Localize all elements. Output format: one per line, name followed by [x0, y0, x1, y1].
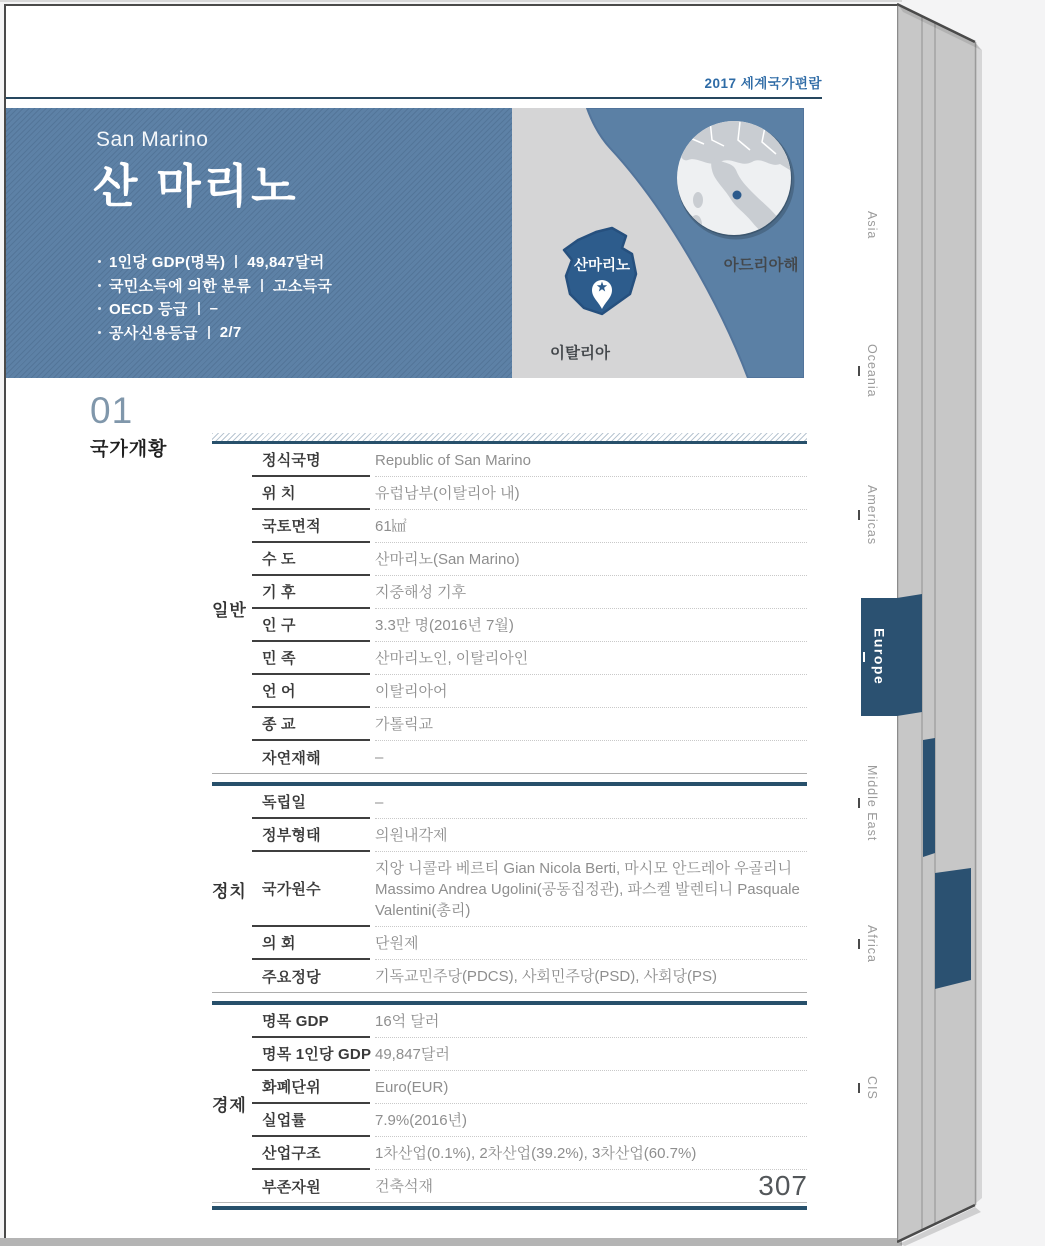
- fact-divider-icon: [261, 279, 263, 292]
- row-label: 명목 GDP: [252, 1005, 370, 1038]
- map-sea-label: 아드리아해: [723, 257, 799, 274]
- table-row: [252, 675, 807, 708]
- edge-tab-mark: [897, 594, 922, 716]
- row-value: 단원제: [375, 927, 807, 960]
- tab-tick-icon: [858, 1083, 860, 1093]
- group-category: 경제: [212, 1096, 247, 1115]
- row-label: 기 후: [252, 576, 370, 609]
- fact-value: 49,847달러: [247, 254, 325, 272]
- row-label: 위 치: [252, 477, 370, 510]
- fact-value: –: [209, 300, 219, 318]
- page-stack-edge: [897, 0, 989, 1246]
- inset-san-marino-dot: [733, 191, 742, 200]
- table-row: [252, 786, 807, 819]
- fact-label: 공사신용등급: [109, 324, 198, 342]
- tab-tick-icon: [858, 939, 860, 949]
- table-row: [252, 1038, 807, 1071]
- row-value: 건축석재: [375, 1178, 433, 1195]
- table-row: [252, 1104, 807, 1137]
- row-label: 독립일: [252, 786, 370, 819]
- fact-divider-icon: [208, 326, 210, 339]
- row-label: 정식국명: [252, 444, 370, 477]
- tab-tick-icon: [858, 366, 860, 376]
- country-name-ko: 산 마리노: [93, 160, 299, 212]
- key-fact-row: [98, 297, 332, 321]
- page-number: 307: [758, 1170, 808, 1201]
- fact-divider-icon: [198, 302, 200, 315]
- table-group-general: [212, 444, 807, 773]
- table-row: [252, 741, 807, 773]
- fact-value: 2/7: [219, 323, 242, 341]
- row-value: –: [375, 749, 384, 766]
- map-country-label: 산마리노: [573, 258, 631, 274]
- table-row: [252, 852, 807, 927]
- key-fact-row: [98, 321, 332, 345]
- running-head-rule: [6, 97, 822, 99]
- row-value: 의원내각제: [375, 819, 807, 852]
- row-label: 수 도: [252, 543, 370, 576]
- tab-tick-icon: [863, 652, 865, 662]
- table-row: [252, 477, 807, 510]
- table-row: [252, 1005, 807, 1038]
- tab-africa[interactable]: [858, 925, 879, 963]
- row-value: 산마리노인, 이탈리아인: [375, 642, 807, 675]
- row-value: 1차산업(0.1%), 2차산업(39.2%), 3차산업(60.7%): [375, 1137, 807, 1170]
- row-value: 7.9%(2016년): [375, 1104, 807, 1137]
- table-hatch-band: [212, 433, 807, 444]
- table-row: [252, 510, 807, 543]
- row-label: 국토면적: [252, 510, 370, 543]
- key-fact-row: [98, 250, 332, 274]
- tab-label: Americas: [865, 485, 879, 546]
- tab-oceania[interactable]: [858, 344, 879, 398]
- book-page: [4, 4, 897, 1238]
- row-value: 산마리노(San Marino): [375, 543, 807, 576]
- tab-label: Oceania: [865, 344, 879, 398]
- row-value: 유럽남부(이탈리아 내): [375, 477, 807, 510]
- bullet-dot-icon: [98, 260, 101, 263]
- table-row: [252, 927, 807, 960]
- row-label: 산업구조: [252, 1137, 370, 1170]
- country-banner: [6, 108, 512, 378]
- background-hairline: [0, 0, 902, 2]
- tab-label: Europe: [871, 628, 888, 686]
- map-neighbor-label: 이탈리아: [550, 345, 610, 362]
- row-label: 종 교: [252, 708, 370, 741]
- row-value: 기독교민주당(PDCS), 사회민주당(PSD), 사회당(PS): [375, 968, 718, 985]
- row-label: 민 족: [252, 642, 370, 675]
- overview-table: [212, 433, 807, 1210]
- locator-map: [512, 108, 804, 378]
- table-row: [252, 1071, 807, 1104]
- running-head: 2017 세계국가편람: [704, 76, 822, 91]
- row-value: 지앙 니콜라 베르티 Gian Nicola Berti, 마시모 안드레아 우골리니 Massimo Andrea Ugolini(공동집정관), 파스켈 발렌티니 Pasquale Valentini(총리): [375, 852, 807, 927]
- table-row: [252, 609, 807, 642]
- row-label: 자연재해: [262, 749, 321, 767]
- row-label: 명목 1인당 GDP: [252, 1038, 370, 1071]
- tab-middle-east[interactable]: [858, 765, 879, 841]
- key-fact-row: [98, 274, 332, 298]
- section-number: 01: [90, 390, 134, 431]
- row-value: –: [375, 786, 807, 819]
- group-category: 정치: [212, 881, 247, 901]
- tab-tick-icon: [858, 510, 860, 520]
- edge-tab-mark: [923, 738, 935, 857]
- row-value: 16억 달러: [375, 1005, 807, 1038]
- table-group-divider: [212, 773, 807, 786]
- tab-label: Middle East: [865, 765, 879, 842]
- table-bottom-rule: [212, 1202, 807, 1210]
- row-label: 부존자원: [262, 1178, 321, 1196]
- tab-label: Asia: [865, 211, 879, 240]
- row-label: 정부형태: [252, 819, 370, 852]
- row-value: Republic of San Marino: [375, 444, 807, 477]
- row-label: 언 어: [252, 675, 370, 708]
- row-label: 화폐단위: [252, 1071, 370, 1104]
- row-label: 인 구: [252, 609, 370, 642]
- table-group-divider: [212, 992, 807, 1005]
- tab-cis[interactable]: [858, 1076, 879, 1100]
- section-title: 국가개황: [90, 439, 168, 460]
- table-row: [252, 819, 807, 852]
- bullet-dot-icon: [98, 331, 101, 334]
- table-row: [252, 708, 807, 741]
- table-row: [252, 576, 807, 609]
- fact-label: 국민소득에 의한 분류: [109, 277, 252, 295]
- table-row: [252, 642, 807, 675]
- row-label: 의 회: [252, 927, 370, 960]
- fact-label: OECD 등급: [109, 301, 188, 319]
- row-value: 이탈리아어: [375, 675, 807, 708]
- row-value: 3.3만 명(2016년 7월): [375, 609, 807, 642]
- tab-label: Africa: [865, 925, 879, 963]
- row-value: 49,847달러: [375, 1038, 807, 1071]
- row-value: 61㎢: [375, 510, 807, 543]
- tab-europe[interactable]: [861, 598, 898, 716]
- book-bottom-edge: [0, 1238, 902, 1246]
- country-name-en: San Marino: [96, 128, 209, 151]
- tab-americas[interactable]: [858, 485, 879, 545]
- row-value: 가톨릭교: [375, 708, 807, 741]
- tab-asia[interactable]: [858, 211, 879, 239]
- table-group-politics: [212, 786, 807, 992]
- group-category: 일반: [212, 601, 247, 620]
- row-label: 실업률: [252, 1104, 370, 1137]
- bullet-dot-icon: [98, 307, 101, 310]
- row-label: 국가원수: [252, 852, 370, 927]
- fact-divider-icon: [235, 255, 237, 268]
- tab-tick-icon: [858, 798, 860, 808]
- row-value: Euro(EUR): [375, 1071, 807, 1104]
- table-row: [252, 543, 807, 576]
- table-row: [252, 960, 807, 992]
- edge-tab-mark: [935, 868, 971, 989]
- row-value: 지중해성 기후: [375, 576, 807, 609]
- table-row: [252, 1137, 807, 1170]
- tab-label: CIS: [865, 1076, 879, 1100]
- key-facts-list: [98, 250, 332, 344]
- row-label: 주요정당: [262, 968, 321, 986]
- fact-value: 고소득국: [273, 277, 333, 295]
- fact-label: 1인당 GDP(명목): [109, 254, 226, 272]
- table-row: [252, 444, 807, 477]
- bullet-dot-icon: [98, 284, 101, 287]
